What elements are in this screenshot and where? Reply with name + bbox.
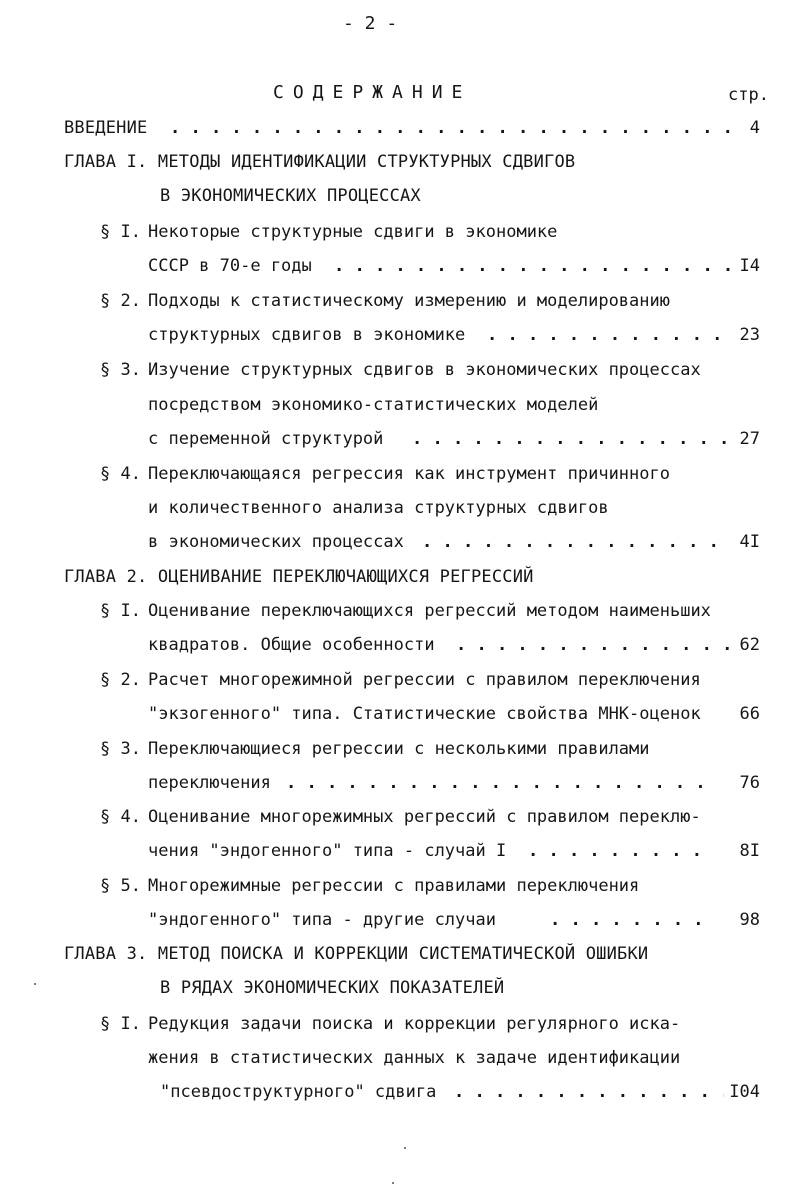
section-mark: § 2. — [100, 291, 141, 311]
section-mark: § I. — [100, 601, 141, 621]
dot-leader — [412, 428, 732, 450]
section-title-line: с переменной структурой — [148, 429, 384, 449]
section-mark: § 5. — [100, 876, 141, 896]
dot-leader — [286, 772, 716, 794]
dot-leader — [422, 531, 732, 553]
scan-speck — [392, 1182, 394, 1184]
dot-leader — [454, 1081, 724, 1103]
section-title-line: жения в статистических данных к задаче идентификации — [148, 1048, 681, 1068]
section-page: 23 — [739, 325, 760, 345]
scan-speck — [34, 983, 36, 985]
chapter-heading-cont: В ЭКОНОМИЧЕСКИХ ПРОЦЕССАХ — [160, 186, 421, 206]
section-title-line: чения "эндогенного" типа - случай I — [148, 841, 507, 861]
dot-leader — [528, 840, 716, 862]
section-title-line: Некоторые структурные сдвиги в экономике — [148, 222, 558, 242]
section-mark: § 2. — [100, 670, 141, 690]
section-page: 76 — [739, 773, 760, 793]
page-column-label: стр. — [728, 85, 769, 105]
chapter-heading: ГЛАВА I. МЕТОДЫ ИДЕНТИФИКАЦИИ СТРУКТУРНЫХ СДВИГОВ — [64, 152, 576, 172]
section-title-line: в экономических процессах — [148, 532, 404, 552]
section-mark: § 3. — [100, 739, 141, 759]
section-title-line: квадратов. Общие особенности — [148, 635, 435, 655]
section-page: I4 — [739, 256, 760, 276]
section-title-line: и количественного анализа структурных сдвигов — [148, 498, 609, 518]
dot-leader — [334, 255, 732, 277]
section-mark: § 4. — [100, 807, 141, 827]
section-mark: § 3. — [100, 360, 141, 380]
section-title-line: "псевдоструктурного" сдвига — [160, 1082, 437, 1102]
dot-leader — [487, 324, 732, 346]
page-number: - 2 - — [343, 13, 398, 34]
section-title-line: структурных сдвигов в экономике — [148, 325, 466, 345]
section-title-line: Редукция задачи поиска и коррекции регулярного иска- — [148, 1014, 681, 1034]
section-title-line: Оценивание переключающихся регрессий методом наименьших — [148, 601, 711, 621]
section-mark: § 4. — [100, 464, 141, 484]
section-page: 98 — [739, 910, 760, 930]
section-title-line: Расчет многорежимной регрессии с правилом переключения — [148, 670, 701, 690]
section-title-line: Изучение структурных сдвигов в экономических процессах — [148, 360, 701, 380]
section-title-line: посредством экономико-статистических моделей — [148, 395, 599, 415]
section-title-line: Многорежимные регрессии с правилами переключения — [148, 876, 640, 896]
chapter-heading: ГЛАВА 2. ОЦЕНИВАНИЕ ПЕРЕКЛЮЧАЮЩИХСЯ РЕГРЕССИЙ — [64, 567, 534, 587]
toc-intro-label: ВВЕДЕНИЕ — [64, 118, 148, 138]
dot-leader — [456, 634, 732, 656]
section-title-line: Оценивание многорежимных регрессий с правилом переклю- — [148, 807, 701, 827]
section-title-line: переключения — [148, 773, 271, 793]
section-page: 66 — [739, 704, 760, 724]
section-title-line: Переключающаяся регрессия как инструмент причинного — [148, 464, 670, 484]
chapter-heading: ГЛАВА 3. МЕТОД ПОИСКА И КОРРЕКЦИИ СИСТЕМАТИЧЕСКОЙ ОШИБКИ — [64, 944, 649, 964]
section-title-line: "экзогенного" типа. Статистические свойства МНК-оценок — [148, 704, 701, 724]
section-page: 62 — [739, 635, 760, 655]
toc-intro-page: 4 — [749, 118, 760, 138]
section-title-line: Подходы к статистическому измерению и моделированию — [148, 291, 670, 311]
chapter-heading-cont: В РЯДАХ ЭКОНОМИЧЕСКИХ ПОКАЗАТЕЛЕЙ — [160, 978, 505, 998]
scan-speck — [404, 1147, 406, 1149]
section-title-line: СССР в 70-е годы — [148, 256, 312, 276]
section-title-line: Переключающиеся регрессии с несколькими правилами — [148, 739, 650, 759]
page-title: СОДЕРЖАНИЕ — [273, 82, 472, 103]
section-page: I04 — [729, 1082, 760, 1102]
section-page: 4I — [739, 532, 760, 552]
section-mark: § I. — [100, 222, 141, 242]
dot-leader — [550, 909, 716, 931]
section-mark: § I. — [100, 1014, 141, 1034]
dot-leader — [170, 117, 730, 139]
section-page: 27 — [739, 429, 760, 449]
section-title-line: "эндогенного" типа - другие случаи — [148, 910, 496, 930]
section-page: 8I — [739, 841, 760, 861]
